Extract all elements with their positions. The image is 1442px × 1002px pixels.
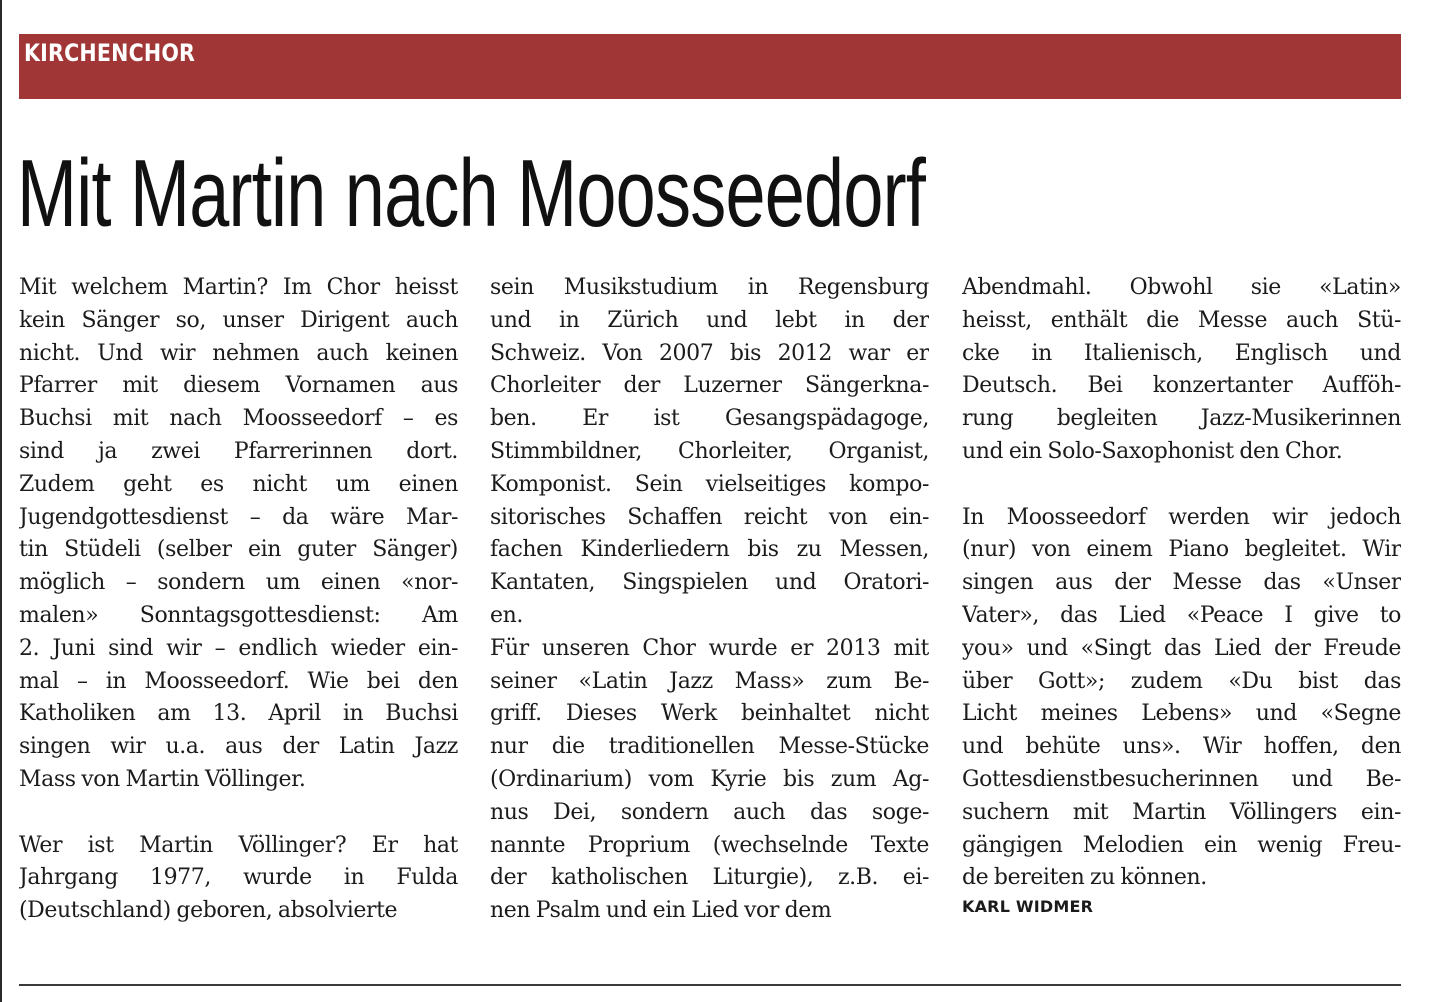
article-text-line: Stimmbildner, Chorleiter, Organist, bbox=[490, 438, 929, 464]
article-column-2 bbox=[490, 272, 929, 928]
article-column-1 bbox=[19, 272, 458, 928]
article-text-line: fachen Kinderliedern bis zu Messen, bbox=[490, 537, 929, 563]
article-text-line: kein Sänger so, unser Dirigent auch bbox=[19, 307, 458, 333]
article-text-line: de bereiten zu können. bbox=[962, 865, 1207, 891]
article-text-line: über Gott»; zudem «Du bist das bbox=[962, 668, 1401, 694]
article-text-line: Schweiz. Von 2007 bis 2012 war er bbox=[490, 340, 929, 366]
article-text-line: malen» Sonntagsgottesdienst: Am bbox=[19, 602, 458, 628]
article-text-line: Jugendgottesdienst – da wäre Mar- bbox=[19, 504, 458, 530]
article-headline: Mit Martin nach Moosseedorf bbox=[17, 140, 926, 247]
article-text-line: Vater», das Lied «Peace I give to bbox=[962, 602, 1401, 628]
article-text-line: Chorleiter der Luzerner Sängerkna- bbox=[490, 373, 929, 399]
section-label: KIRCHENCHOR bbox=[24, 39, 196, 67]
article-text-line: Buchsi mit nach Moosseedorf – es bbox=[19, 406, 458, 432]
article-text-line: gängigen Melodien ein wenig Freu- bbox=[962, 832, 1401, 858]
paragraph-break bbox=[19, 797, 458, 830]
article-text-line: Zudem geht es nicht um einen bbox=[19, 471, 458, 497]
article-text-line: tin Stüdeli (selber ein guter Sänger) bbox=[19, 537, 458, 563]
article-text-line: griff. Dieses Werk beinhaltet nicht bbox=[490, 701, 929, 727]
article-text-line: you» und «Singt das Lied der Freude bbox=[962, 635, 1401, 661]
article-text-line: Komponist. Sein vielseitiges kompo- bbox=[490, 471, 929, 497]
article-text-line: Wer ist Martin Völlinger? Er hat bbox=[19, 832, 458, 858]
article-text-line: nus Dei, sondern auch das soge- bbox=[490, 799, 929, 825]
article-text-line: und behüte uns». Wir hoffen, den bbox=[962, 734, 1401, 760]
article-text-line: Für unseren Chor wurde er 2013 mit bbox=[490, 635, 929, 661]
article-text-line: cke in Italienisch, Englisch und bbox=[962, 340, 1401, 366]
section-header-bar bbox=[19, 34, 1401, 99]
article-text-line: nur die traditionellen Messe-Stücke bbox=[490, 734, 929, 760]
article-text-line: Licht meines Lebens» und «Segne bbox=[962, 701, 1401, 727]
article-text-line: Deutsch. Bei konzertanter Aufföh- bbox=[962, 373, 1401, 399]
article-text-line: sind ja zwei Pfarrerinnen dort. bbox=[19, 438, 458, 464]
article-text-line: (nur) von einem Piano begleitet. Wir bbox=[962, 537, 1401, 563]
article-text-line: Mass von Martin Völlinger. bbox=[19, 766, 306, 792]
article-text-line: suchern mit Martin Völlingers ein- bbox=[962, 799, 1401, 825]
article-text-line: Jahrgang 1977, wurde in Fulda bbox=[19, 865, 458, 891]
article-text-line: rung begleiten Jazz-Musikerinnen bbox=[962, 406, 1401, 432]
article-text-line: Abendmahl. Obwohl sie «Latin» bbox=[962, 275, 1401, 300]
paragraph-break bbox=[962, 469, 1401, 502]
article-text-line: Pfarrer mit diesem Vornamen aus bbox=[19, 373, 458, 399]
article-text-line: und ein Solo-Saxophonist den Chor. bbox=[962, 438, 1343, 464]
article-text-line: sein Musikstudium in Regensburg bbox=[490, 275, 929, 300]
article-text-line: Katholiken am 13. April in Buchsi bbox=[19, 701, 458, 727]
article-text-line: Kantaten, Singspielen und Oratori- bbox=[490, 570, 929, 596]
article-text-line: sitorisches Schaffen reicht von ein- bbox=[490, 504, 929, 530]
article-text-line: nen Psalm und ein Lied vor dem bbox=[490, 898, 832, 924]
article-text-line: 2. Juni sind wir – endlich wieder ein- bbox=[19, 635, 458, 661]
bottom-rule bbox=[19, 984, 1401, 986]
article-text-line: Mit welchem Martin? Im Chor heisst bbox=[19, 275, 458, 300]
article-text-line: der katholischen Liturgie), z.B. ei- bbox=[490, 865, 929, 891]
article-text-line: singen wir u.a. aus der Latin Jazz bbox=[19, 734, 458, 760]
article-text-line: ben. Er ist Gesangspädagoge, bbox=[490, 406, 929, 432]
article-text-line: nicht. Und wir nehmen auch keinen bbox=[19, 340, 458, 366]
article-text-line: In Moosseedorf werden wir jedoch bbox=[962, 504, 1401, 530]
article-text-line: mal – in Moosseedorf. Wie bei den bbox=[19, 668, 458, 694]
page-left-rule bbox=[0, 0, 2, 1002]
article-text-line: en. bbox=[490, 602, 523, 628]
article-text-line: singen aus der Messe das «Unser bbox=[962, 570, 1401, 596]
article-text-line: möglich – sondern um einen «nor- bbox=[19, 570, 458, 596]
article-text-line: und in Zürich und lebt in der bbox=[490, 307, 929, 333]
article-text-line: heisst, enthält die Messe auch Stü- bbox=[962, 307, 1401, 333]
article-column-3 bbox=[962, 272, 1401, 916]
author-byline: KARL WIDMER bbox=[962, 897, 1094, 917]
article-text-line: nannte Proprium (wechselnde Texte bbox=[490, 832, 929, 858]
article-text-line: seiner «Latin Jazz Mass» zum Be- bbox=[490, 668, 929, 694]
article-text-line: (Deutschland) geboren, absolvierte bbox=[19, 898, 398, 924]
article-text-line: (Ordinarium) vom Kyrie bis zum Ag- bbox=[490, 766, 929, 792]
article-text-line: Gottesdienstbesucherinnen und Be- bbox=[962, 766, 1401, 792]
